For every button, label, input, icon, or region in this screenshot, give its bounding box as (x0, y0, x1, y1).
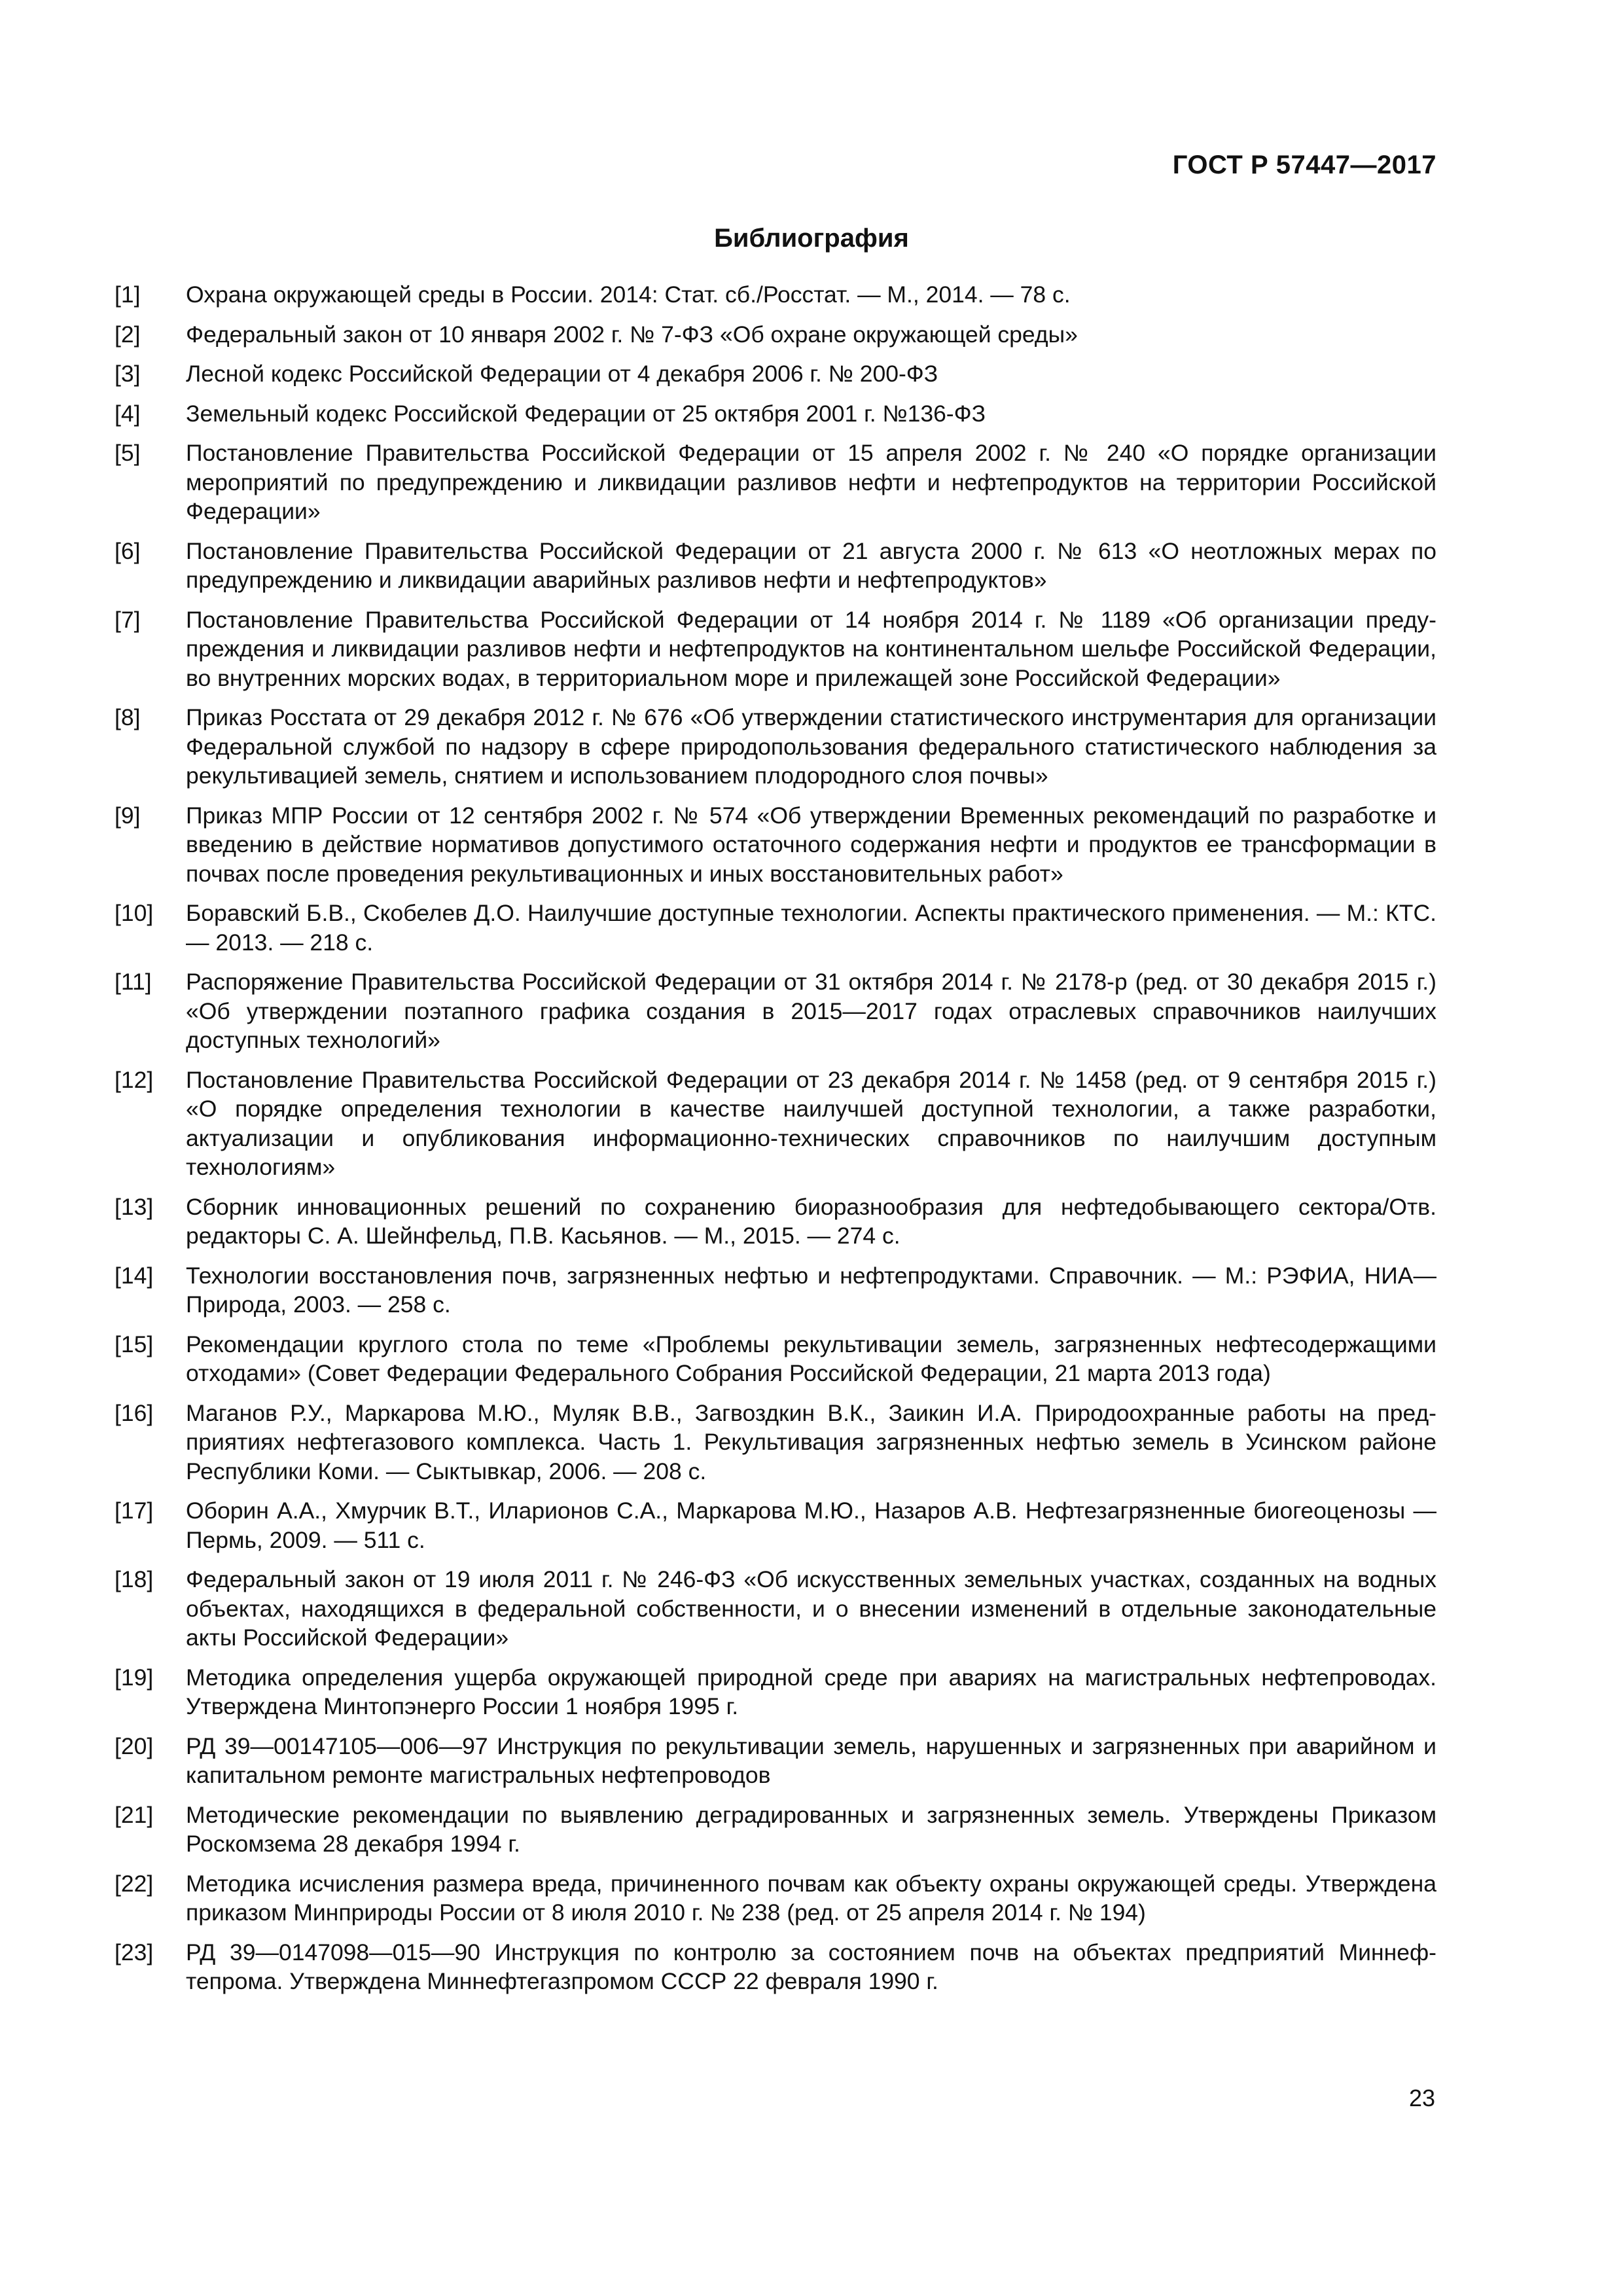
bibliography-entry (115, 399, 1436, 429)
bibliography-entry (115, 1663, 1436, 1721)
entry-text: Методика определения ущерба окружающей природной среде при авариях на магистральных нефтепроводах. Утверждена Минтопэнерго России 1 ноября 1995 г. (186, 1664, 1436, 1719)
entry-text: Методические рекомендации по выявлению деградированных и загрязненных земель. Утверждены Приказом Роскомзема 28 декабря 1994 г. (186, 1801, 1436, 1857)
entry-text: Федеральный закон от 19 июля 2011 г. № 246-ФЗ «Об искусственных земельных участках, созданных на водных объектах, находящихся в федеральной собственности, и о внесении изменений в отдельные законодательные акты Российской Федерации» (186, 1566, 1436, 1651)
bibliography-entry (115, 359, 1436, 389)
entry-text: Постановление Правительства Российской Федерации от 21 августа 2000 г. № 613 «О неотложных мерах по предупреждению и ликвидации аварийных разливов нефти и нефтепродуктов» (186, 537, 1436, 593)
entry-number: [13] (115, 1193, 154, 1220)
entry-text: Постановление Правительства Российской Федерации от 23 декабря 2014 г. № 1458 (ред. от 9 сентября 2015 г.) «О порядке определения технологии в качестве наилучшей доступной технологии, а также разработки, актуализации и опубликования информационно-технических справочников по наилучшим доступным технологиям» (186, 1066, 1436, 1180)
entry-number: [19] (115, 1664, 154, 1691)
entry-text: Постановление Правительства Российской Федерации от 15 апреля 2002 г. № 240 «О порядке организации мероприятий по предупреждению и ликвидации разливов нефти и нефтепродуктов на территории Российской Федерации» (186, 440, 1436, 524)
entry-number: [3] (115, 361, 141, 387)
entry-text: Федеральный закон от 10 января 2002 г. № 7-ФЗ «Об охране окружающей среды» (186, 321, 1078, 348)
entry-number: [22] (115, 1870, 154, 1897)
entry-text: Постановление Правительства Российской Федерации от 14 ноября 2014 г. № 1189 «Об организации предупреждения и ликвидации разливов нефти и нефтепродуктов на континентальном шельфе Российской Федерации, во внутренних морских водах, в территориальном море и прилежащей зоне Российской Федерации» (186, 606, 1436, 691)
entry-number: [11] (115, 969, 152, 995)
entry-text: Методика исчисления размера вреда, причиненного почвам как объекту охраны окружающей среды. Утверждена приказом Минприроды России от 8 июля 2010 г. № 238 (ред. от 25 апреля 2014 г. № 194) (186, 1870, 1436, 1926)
entry-number: [10] (115, 900, 154, 926)
entry-text: РД 39—0147098—015—90 Инструкция по контролю за состоянием почв на объектах предприятий Миннефтепрома. Утверждена Миннефтегазпромом СССР 22 февраля 1990 г. (186, 1939, 1436, 1994)
entry-number: [7] (115, 606, 141, 633)
bibliography-entry (115, 1399, 1436, 1486)
entry-text: Боравский Б.В., Скобелев Д.О. Наилучшие доступные технологии. Аспекты практического применения. — М.: КТС. — 2013. — 218 с. (186, 900, 1436, 956)
entry-number: [23] (115, 1939, 154, 1965)
page-title: Библиография (714, 224, 909, 253)
entry-number: [6] (115, 537, 141, 564)
bibliography-entry (115, 1193, 1436, 1251)
entry-number: [20] (115, 1732, 154, 1759)
bibliography-entry (115, 1938, 1436, 1996)
entry-text: Распоряжение Правительства Российской Федерации от 31 октября 2014 г. № 2178-р (ред. от 30 декабря 2015 г.) «Об утверждении поэтапного графика создания в 2015—2017 годах отраслевых справочников наилучших доступных технологий» (186, 969, 1436, 1053)
entry-number: [9] (115, 802, 141, 829)
bibliography-entry (115, 439, 1436, 526)
bibliography-entry (115, 605, 1436, 693)
bibliography-entry (115, 1801, 1436, 1859)
bibliography-entry (115, 1732, 1436, 1790)
entry-text: Охрана окружающей среды в России. 2014: Стат. сб./Росстат. — М., 2014. — 78 с. (186, 281, 1071, 308)
entry-number: [15] (115, 1331, 154, 1357)
entry-text: Сборник инновационных решений по сохранению биоразнообразия для нефтедобывающего сектора/Отв. редакторы С. А. Шейнфельд, П.В. Касьянов. — М., 2015. — 274 с. (186, 1193, 1436, 1249)
bibliography-entry (115, 1496, 1436, 1554)
bibliography-entry (115, 703, 1436, 791)
entry-number: [5] (115, 440, 141, 466)
entry-number: [14] (115, 1262, 154, 1289)
entry-text: Лесной кодекс Российской Федерации от 4 декабря 2006 г. № 200-ФЗ (186, 361, 938, 387)
entry-text: Маганов Р.У., Маркарова М.Ю., Муляк В.В., Загвоздкин В.К., Заикин И.А. Природоохранные работы на предприятиях нефтегазового комплекса. Часть 1. Рекультивация загрязненных нефтью земель в Усинском районе Республики Коми. — Сыктывкар, 2006. — 208 с. (186, 1399, 1436, 1484)
entry-text: РД 39—00147105—006—97 Инструкция по рекультивации земель, нарушенных и загрязненных при аварийном и капитальном ремонте магистральных нефтепроводов (186, 1732, 1436, 1788)
entry-number: [21] (115, 1801, 154, 1828)
entry-text: Рекомендации круглого стола по теме «Проблемы рекультивации земель, загрязненных нефтесодержащими отходами» (Совет Федерации Федерального Собрания Российской Федерации, 21 марта 2013 года) (186, 1331, 1436, 1386)
bibliography-entry (115, 967, 1436, 1055)
bibliography-entry (115, 320, 1436, 350)
bibliography-entry (115, 1066, 1436, 1182)
entry-number: [8] (115, 704, 141, 730)
entry-number: [12] (115, 1066, 154, 1093)
bibliography-entry (115, 1565, 1436, 1653)
page-number: 23 (1408, 2085, 1435, 2111)
bibliography-entry (115, 537, 1436, 595)
entry-text: Приказ МПР России от 12 сентября 2002 г. № 574 «Об утверждении Временных рекомендаций по разработке и введению в действие нормативов допустимого остаточного содержания нефти и продуктов ее трансформации в почвах после проведения рекультивационных и иных восстановительных работ» (186, 802, 1436, 887)
bibliography-entry (115, 280, 1436, 310)
entry-text: Технологии восстановления почв, загрязненных нефтью и нефтепродуктами. Справочник. — М.: РЭФИА, НИА—Природа, 2003. — 258 с. (186, 1262, 1436, 1318)
entry-text: Земельный кодекс Российской Федерации от 25 октября 2001 г. №136-ФЗ (186, 400, 986, 427)
entry-number: [16] (115, 1399, 154, 1426)
bibliography-entry (115, 1869, 1436, 1928)
entry-number: [2] (115, 321, 141, 348)
entry-number: [4] (115, 400, 141, 427)
bibliography-entry (115, 801, 1436, 889)
standard-code-header: ГОСТ Р 57447—2017 (1172, 151, 1436, 179)
entry-number: [18] (115, 1566, 154, 1592)
bibliography-list (115, 280, 1436, 2007)
entry-number: [17] (115, 1498, 154, 1524)
entry-number: [1] (115, 281, 141, 308)
bibliography-entry (115, 1261, 1436, 1319)
bibliography-entry (115, 1330, 1436, 1388)
bibliography-entry (115, 899, 1436, 957)
entry-text: Приказ Росстата от 29 декабря 2012 г. № 676 «Об утверждении статистического инструментария для организации Федеральной службой по надзору в сфере природопользования федерального статистического наблюдения за рекультивацией земель, снятием и использованием плодородного слоя почвы» (186, 704, 1436, 789)
entry-text: Оборин А.А., Хмурчик В.Т., Иларионов С.А., Маркарова М.Ю., Назаров А.В. Нефтезагрязненные биогеоценозы — Пермь, 2009. — 511 с. (186, 1498, 1436, 1553)
